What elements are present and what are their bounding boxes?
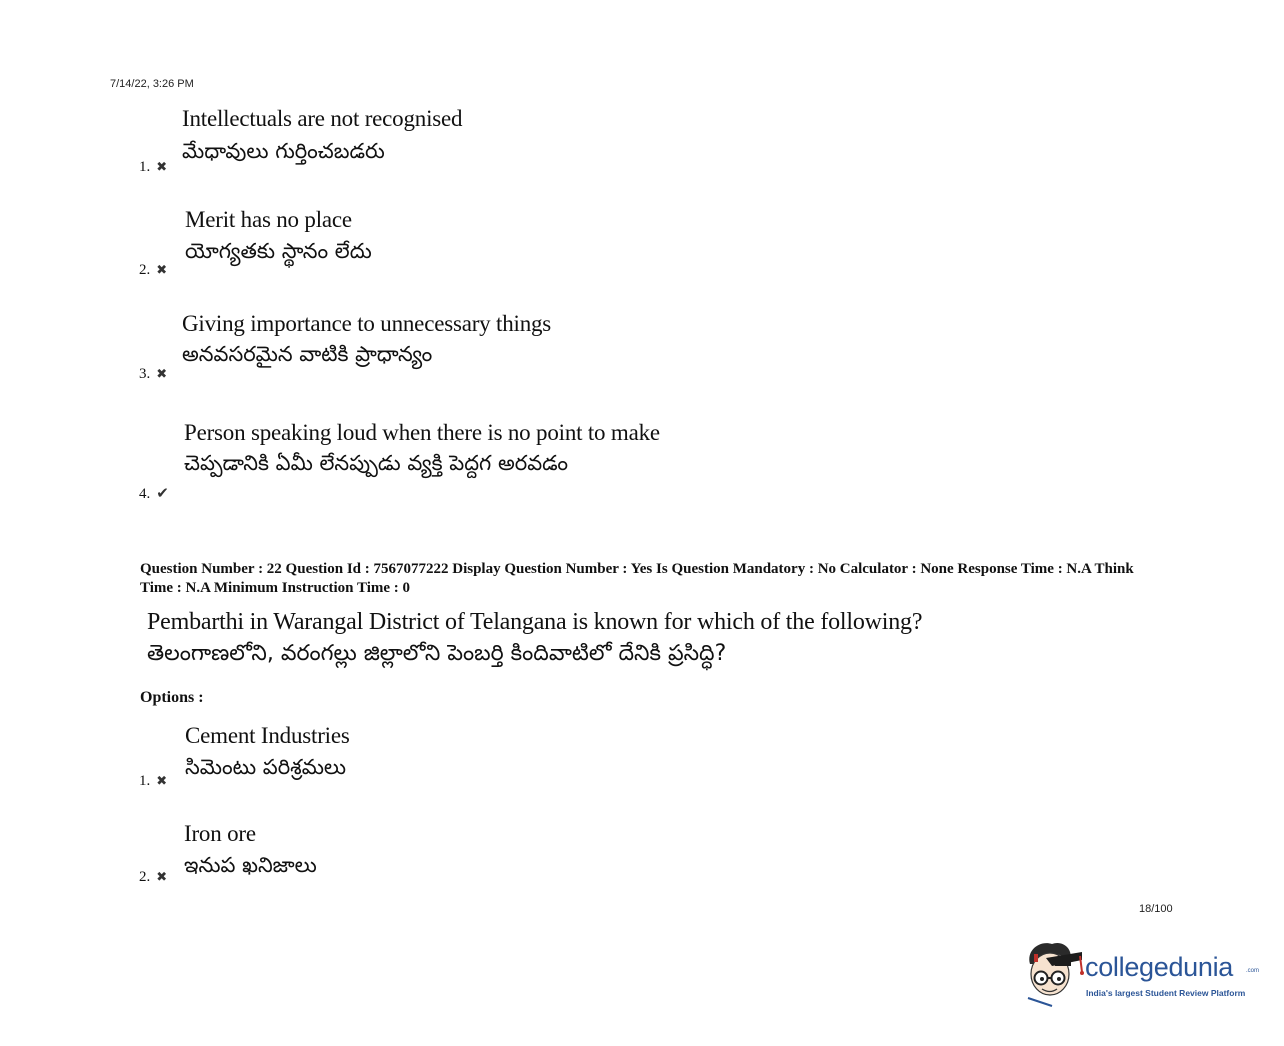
prev-option-2-english: Merit has no place — [185, 207, 352, 232]
option-2-english: Iron ore — [184, 821, 256, 846]
option-2-telugu: ఇనుప ఖనిజాలు — [184, 853, 317, 877]
cross-icon: ✖ — [156, 367, 168, 382]
prev-option-3-marker — [139, 365, 167, 383]
option-number: 1. — [139, 159, 151, 175]
option-number: 3. — [139, 366, 151, 382]
prev-option-4-english: Person speaking loud when there is no point to make — [184, 420, 660, 445]
prev-option-1-english: Intellectuals are not recognised — [182, 106, 463, 131]
prev-option-1-marker — [139, 158, 167, 176]
question-text-english: Pembarthi in Warangal District of Telangana is known for which of the following? — [147, 609, 923, 635]
prev-option-1-telugu: మేధావులు గుర్తించబడరు — [182, 139, 385, 163]
option-number: 1. — [139, 773, 151, 789]
cross-icon: ✖ — [156, 870, 168, 885]
logo-tagline: India's largest Student Review Platform — [1086, 988, 1246, 998]
option-number: 2. — [139, 869, 151, 885]
collegedunia-logo — [1022, 938, 1262, 1010]
print-timestamp: 7/14/22, 3:26 PM — [110, 78, 194, 90]
prev-option-2-marker — [139, 261, 167, 279]
question-meta: Question Number : 22 Question Id : 7567077222 Display Question Number : Yes Is Question Mandatory : No Calculator : None Response Time : N.A Think Time : N.A Minimum Instruction Time : 0 — [140, 561, 1134, 596]
prev-option-4-marker — [139, 484, 169, 503]
prev-option-2-telugu: యోగ్యతకు స్థానం లేదు — [185, 239, 372, 263]
prev-option-3-telugu: అనవసరమైన వాటికి ప్రాధాన్యం — [182, 342, 433, 366]
cross-icon: ✖ — [156, 160, 168, 175]
option-number: 4. — [139, 486, 151, 502]
logo-domain-suffix: .com — [1246, 968, 1260, 974]
cross-icon: ✖ — [156, 263, 168, 278]
options-heading: Options : — [140, 689, 204, 706]
option-1-english: Cement Industries — [185, 723, 350, 748]
option-number: 2. — [139, 262, 151, 278]
option-1-telugu: సిమెంటు పరిశ్రమలు — [185, 755, 347, 779]
checkmark-icon: ✔ — [156, 484, 169, 502]
logo-wordmark: collegedunia — [1085, 952, 1234, 982]
cross-icon: ✖ — [156, 774, 168, 789]
mascot-icon — [1022, 938, 1086, 1010]
option-1-marker — [139, 772, 167, 790]
page-number: 18/100 — [1139, 903, 1173, 915]
option-2-marker — [139, 868, 167, 886]
prev-option-4-telugu: చెప్పడానికి ఏమీ లేనప్పుడు వ్యక్తి పెద్దగ అరవడం — [184, 451, 569, 475]
prev-option-3-english: Giving importance to unnecessary things — [182, 311, 552, 336]
question-text-telugu: తెలంగాణలోని, వరంగల్లు జిల్లాలోని పెంబర్తి కిందివాటిలో దేనికి ప్రసిద్ధి? — [147, 641, 727, 666]
